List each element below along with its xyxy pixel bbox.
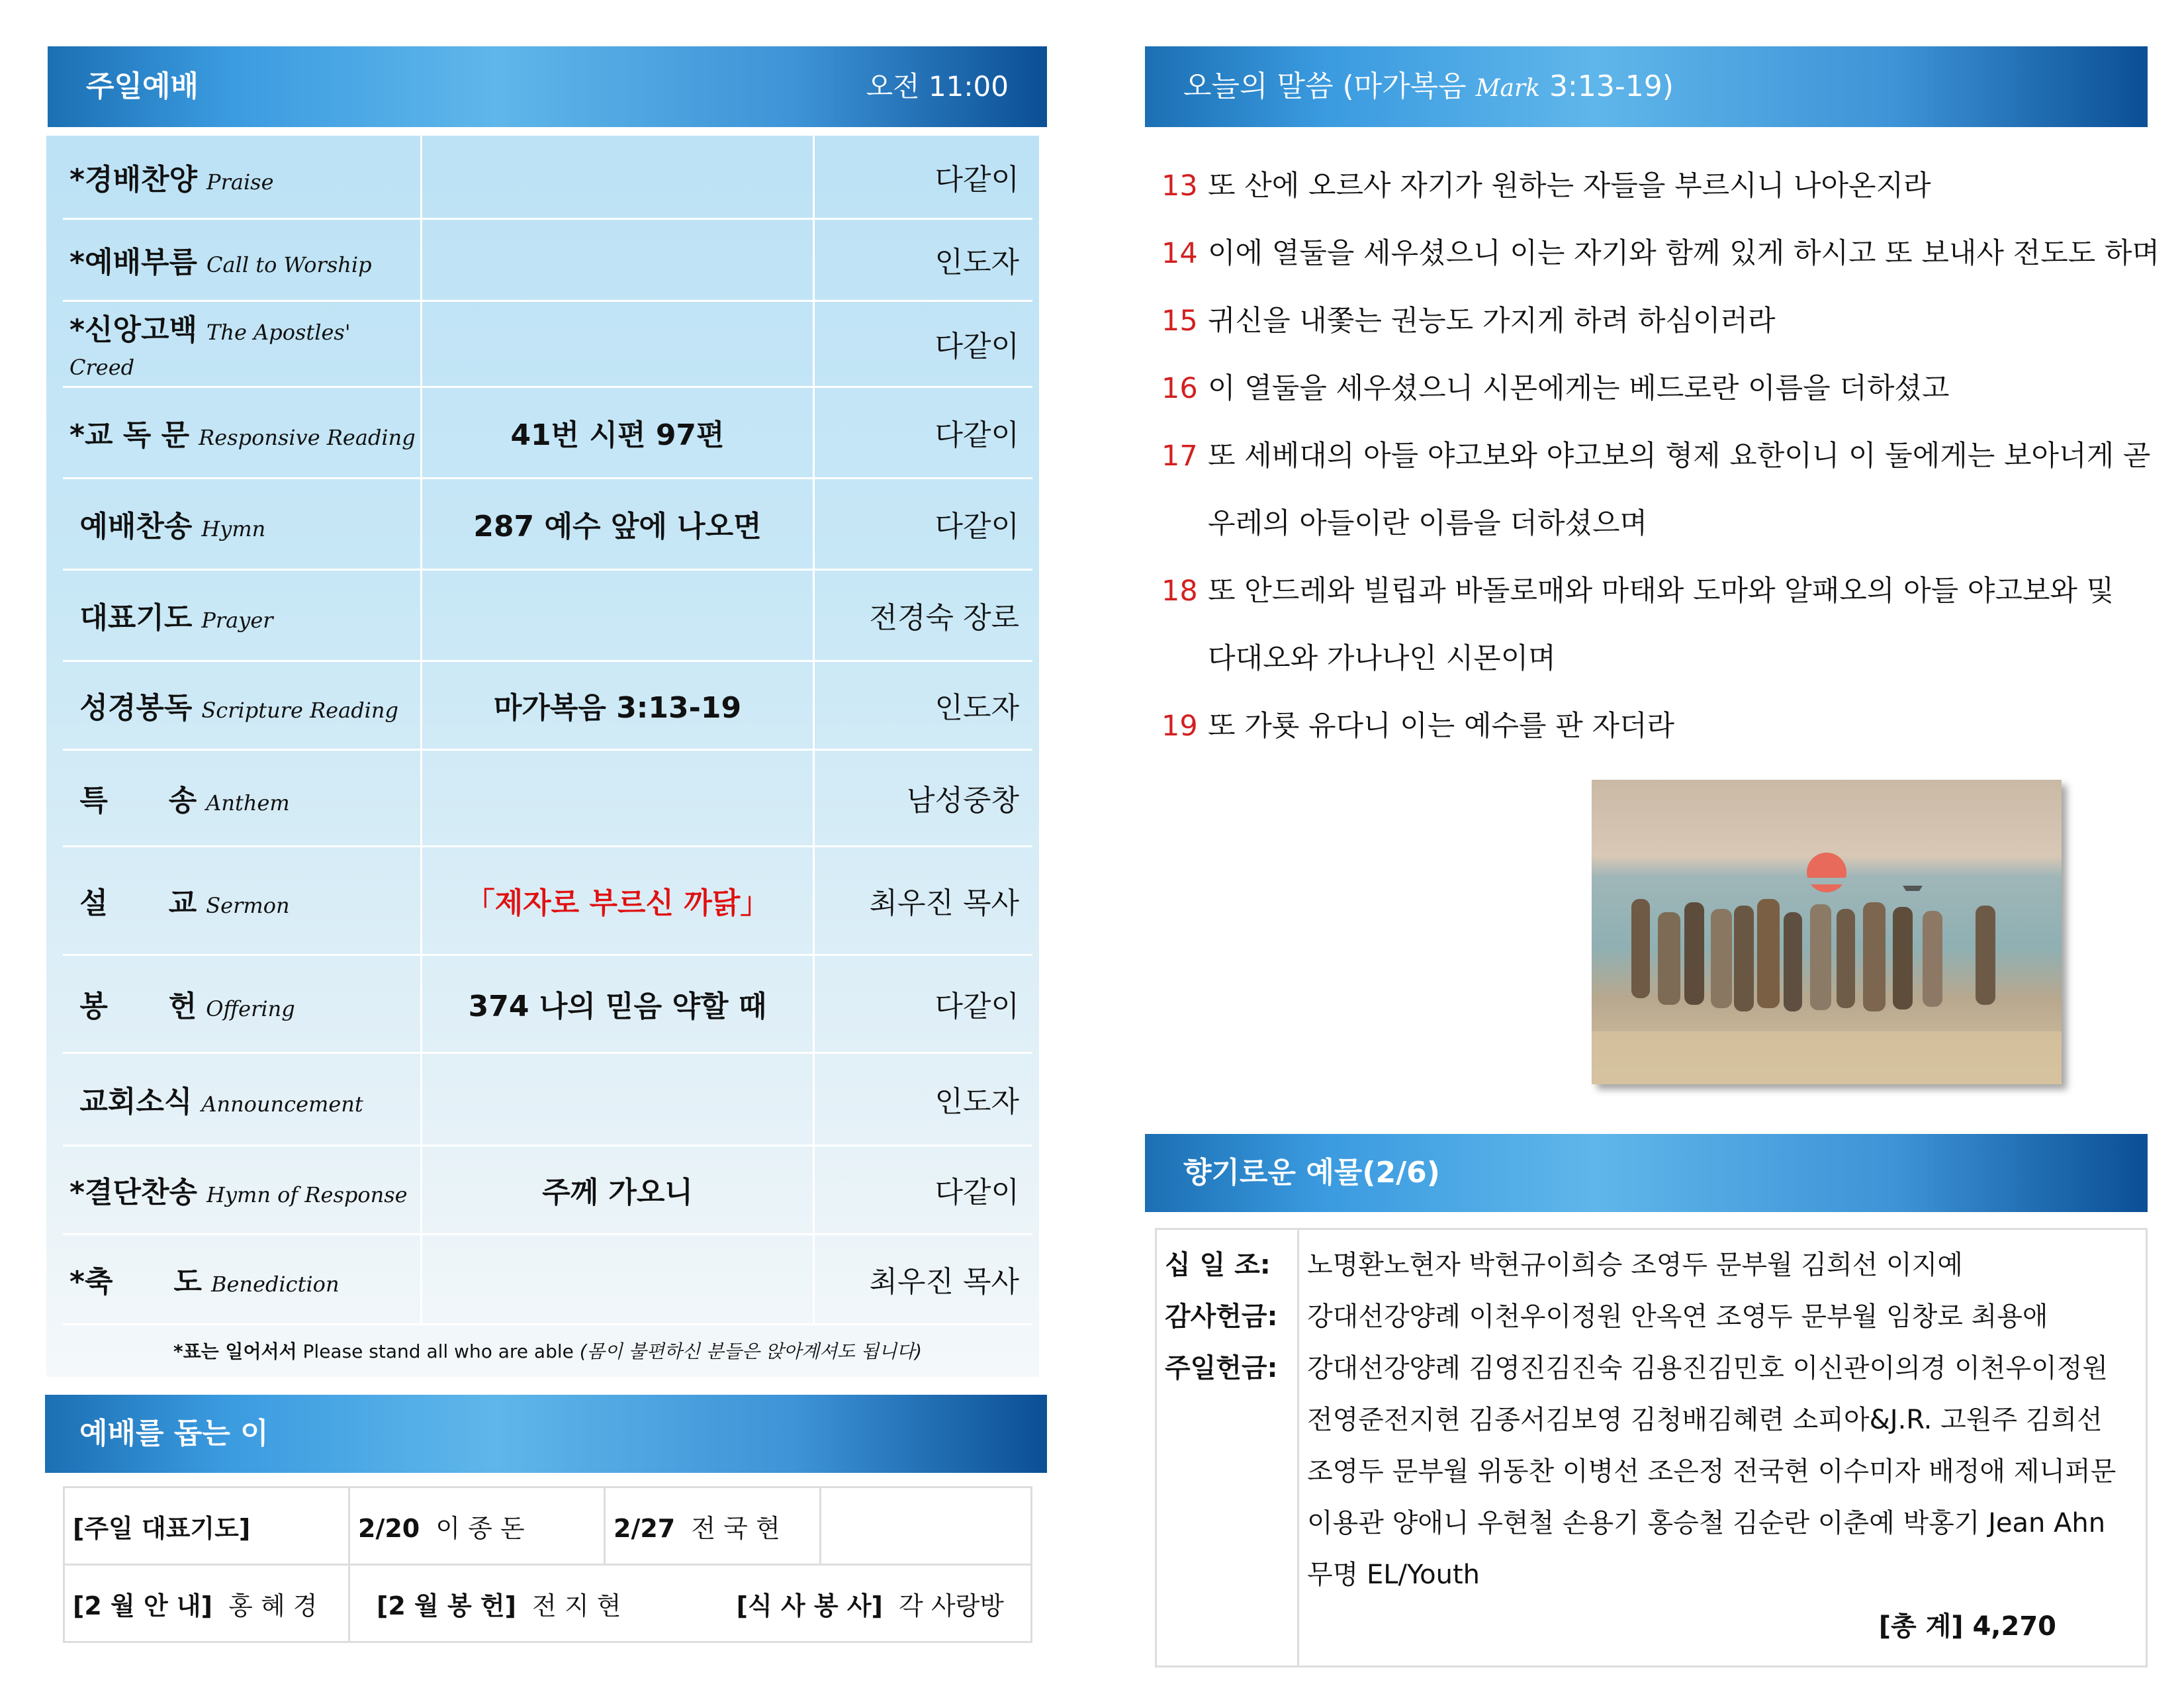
offering-helper-name: 전 지 현: [532, 1591, 621, 1620]
order-item-ko: 교회소식: [69, 1085, 193, 1119]
order-item-en: Sermon: [206, 893, 290, 918]
verse-number: 15: [1161, 305, 1198, 338]
verse-text: 귀신을 내쫓는 권능도 가지게 하려 하심이러라: [1208, 305, 1776, 338]
order-row: [63, 661, 1032, 749]
prayer-name-1: 이 종 돈: [435, 1513, 525, 1543]
order-item-cell: [63, 136, 422, 218]
offerings-title: 향기로운 예물(2/6): [1183, 1156, 1440, 1190]
order-item-en: Praise: [206, 169, 274, 195]
order-item-ko: *신앙고백: [69, 312, 198, 347]
verse-line: [1161, 692, 2148, 760]
order-item-en: Scripture Reading: [201, 698, 398, 723]
order-item-cell: [63, 387, 422, 478]
service-cell: [349, 1565, 1032, 1642]
prayer-date-1: 2/20: [358, 1513, 420, 1543]
order-row: [63, 387, 1032, 478]
sunday-names-line: 전영준전지현 김종서김보영 김청배김혜련 소피아&J.R. 고원주 김희선: [1307, 1405, 2103, 1435]
order-leader: 최우진 목사: [814, 846, 1033, 955]
prayer-date1-cell: [349, 1487, 605, 1565]
meal-service-label: [식 사 봉 사]: [736, 1591, 883, 1620]
verse-line: [1161, 152, 2148, 220]
order-item-en: Responsive Reading: [199, 425, 416, 450]
order-row: [63, 301, 1032, 387]
order-item-cell: [63, 661, 422, 749]
scripture-title-ref: 3:13-19): [1549, 70, 1674, 103]
offering-labels: [1156, 1229, 1298, 1667]
verse-number: 16: [1161, 372, 1198, 405]
order-leader: 다같이: [814, 387, 1033, 478]
verse-text: 다대오와 가나나인 시몬이며: [1208, 642, 1556, 675]
sunday-names-line: 강대선강양례 김영진김진숙 김용진김민호 이신관이의경 이천우이정원: [1307, 1353, 2109, 1383]
order-item-ko: *교 독 문: [69, 418, 190, 452]
order-item-cell: [63, 846, 422, 955]
order-item-cell: [63, 478, 422, 569]
thanks-names: 강대선강양례 이천우이정원 안옥연 조영두 문부월 임창로 최용애: [1307, 1301, 2048, 1332]
thanks-label: 감사헌금:: [1165, 1301, 1278, 1332]
order-detail: 41번 시편 97편: [422, 387, 814, 478]
empty-cell: [821, 1487, 1032, 1565]
footnote-en: Please stand all who are able: [302, 1340, 574, 1362]
verse-text: 우레의 아들이란 이름을 더하셨으며: [1208, 507, 1648, 540]
verse-line: [1161, 287, 2148, 355]
order-item-ko: *결단찬송: [69, 1176, 198, 1209]
prayer-date-2: 2/27: [614, 1513, 676, 1543]
order-item-en: Hymn: [201, 516, 266, 541]
usher-cell: [64, 1565, 349, 1642]
order-leader: 다같이: [814, 301, 1033, 387]
tithe-names: 노명환노현자 박현규이희승 조영두 문부월 김희선 이지예: [1307, 1250, 1963, 1280]
usher-label: [2 월 안 내]: [73, 1591, 212, 1620]
total-label: [총 계]: [1878, 1611, 1964, 1642]
verse-text: 또 안드레와 빌립과 바돌로매와 마태와 도마와 알패오의 아들 야고보와 및: [1208, 575, 2115, 608]
order-leader: 다같이: [814, 955, 1033, 1053]
sunday-names-line: 조영두 문부월 위동찬 이병선 조은정 전국현 이수미자 배정애 제니퍼문: [1307, 1456, 2116, 1487]
order-detail: [422, 1234, 814, 1324]
verse-line: [1161, 422, 2151, 490]
scripture-title: [1183, 46, 1674, 129]
verse-text: 또 세베대의 아들 야고보와 야고보의 형제 요한이니 이 둘에게는 보아너게 곧: [1208, 440, 2151, 473]
order-detail: 「제자로 부르신 까닭」: [422, 846, 814, 955]
order-item-cell: [63, 301, 422, 387]
footnote-ko: (몸이 불편하신 분들은 앉아계셔도 됩니다): [579, 1340, 923, 1362]
disciples-at-seashore-painting-icon: [1592, 780, 2062, 1084]
order-item-ko: 봉 헌: [69, 990, 197, 1023]
order-item-ko: 성경봉독: [69, 691, 193, 725]
order-detail: [422, 301, 814, 387]
offering-names: [1298, 1229, 2147, 1667]
verse-line: [1161, 490, 2148, 557]
order-leader: 남성중창: [814, 749, 1033, 846]
order-item-ko: *예배부름: [69, 246, 198, 279]
order-item-en: Call to Worship: [206, 252, 372, 277]
order-row: [63, 1234, 1032, 1324]
order-row: [63, 218, 1032, 301]
order-leader: 다같이: [814, 1145, 1033, 1234]
order-detail: [422, 136, 814, 218]
offering-helper-label: [2 월 봉 헌]: [377, 1591, 516, 1620]
order-item-cell: [63, 1234, 422, 1324]
verse-line: [1161, 557, 2148, 625]
helpers-row: [64, 1565, 1032, 1642]
order-leader: 전경숙 장로: [814, 569, 1033, 661]
order-item-ko: *경배찬양: [69, 162, 198, 197]
offerings-table: [1155, 1228, 2148, 1667]
offering-total: [1307, 1601, 2146, 1652]
sunday-names: [1307, 1342, 2146, 1601]
worship-time: 오전 11:00: [866, 70, 1009, 103]
order-item-cell: [63, 749, 422, 846]
order-item-en: Anthem: [206, 790, 290, 816]
helpers-title: 예배를 돕는 이: [79, 1417, 269, 1450]
order-item-en: Offering: [206, 996, 295, 1021]
footnote-bold: *표는 일어서서: [173, 1340, 297, 1362]
verse-number: 17: [1161, 440, 1198, 473]
verse-number: 14: [1161, 237, 1198, 270]
order-item-cell: [63, 1053, 422, 1145]
order-item-ko: *축 도: [69, 1265, 202, 1299]
meal-service-value: 각 사랑방: [899, 1591, 1005, 1620]
order-row: [63, 136, 1032, 218]
order-leader: 최우진 목사: [814, 1234, 1033, 1324]
painting-svg: [1592, 780, 2062, 1084]
order-leader: 다같이: [814, 136, 1033, 218]
helpers-banner: [45, 1395, 1047, 1473]
scripture-verses: [1161, 152, 2160, 760]
offerings-row: [1156, 1229, 2147, 1667]
verse-text: 이 열둘을 세우셨으니 시몬에게는 베드로란 이름을 더하셨고: [1208, 372, 1950, 405]
verse-number: 13: [1161, 169, 1198, 203]
verse-line: [1161, 625, 2148, 692]
scripture-title-en: Mark: [1475, 75, 1541, 102]
scripture-banner: [1145, 46, 2148, 127]
worship-title: 주일예배: [86, 70, 199, 103]
verse-line: [1161, 220, 2160, 287]
order-leader: 인도자: [814, 218, 1033, 301]
worship-banner: [48, 46, 1047, 127]
order-row: [63, 846, 1032, 955]
standing-footnote: [63, 1337, 1032, 1364]
helpers-table: [63, 1486, 1032, 1643]
order-row: [63, 1053, 1032, 1145]
order-leader: 인도자: [814, 661, 1033, 749]
sunday-names-line: 무명 EL/Youth: [1307, 1560, 1480, 1590]
order-row: [63, 569, 1032, 661]
verse-text: 또 가룟 유다니 이는 예수를 판 자더라: [1208, 710, 1675, 743]
usher-name: 홍 혜 경: [228, 1591, 318, 1620]
order-item-en: Announcement: [201, 1092, 363, 1117]
order-leader: 다같이: [814, 478, 1033, 569]
order-item-en: Benediction: [210, 1272, 340, 1297]
order-detail: 374 나의 믿음 약할 때: [422, 955, 814, 1053]
verse-number: 18: [1161, 575, 1198, 608]
order-detail: [422, 218, 814, 301]
order-detail: 마가복음 3:13-19: [422, 661, 814, 749]
order-item-en: Prayer: [201, 608, 273, 633]
sunday-names-line: 이용관 양애니 우현철 손용기 홍승철 김순란 이춘예 박홍기 Jean Ahn: [1307, 1508, 2106, 1538]
order-item-en: The Apostles' Creed: [69, 319, 351, 380]
prayer-label-cell: [64, 1487, 349, 1565]
order-item-ko: 예배찬송: [69, 510, 193, 543]
order-detail: 287 예수 앞에 나오면: [422, 478, 814, 569]
prayer-date2-cell: [605, 1487, 821, 1565]
order-leader: 인도자: [814, 1053, 1033, 1145]
offerings-banner: [1145, 1134, 2148, 1212]
order-detail: [422, 1053, 814, 1145]
order-of-worship-table: [63, 136, 1032, 1325]
verse-number: 19: [1161, 710, 1198, 743]
order-row: [63, 955, 1032, 1053]
order-detail: [422, 569, 814, 661]
order-item-cell: [63, 1145, 422, 1234]
sunday-label: 주일헌금:: [1165, 1353, 1278, 1383]
total-value: 4,270: [1972, 1611, 2056, 1642]
order-row: [63, 1145, 1032, 1234]
verse-text: 이에 열둘을 세우셨으니 이는 자기와 함께 있게 하시고 또 보내사 전도도 하며: [1208, 237, 2160, 270]
tithe-label: 십 일 조:: [1165, 1250, 1271, 1280]
order-item-cell: [63, 569, 422, 661]
verse-line: [1161, 355, 2148, 422]
order-item-cell: [63, 218, 422, 301]
order-detail: [422, 749, 814, 846]
order-item-cell: [63, 955, 422, 1053]
order-item-ko: 대표기도: [69, 601, 193, 635]
order-row: [63, 478, 1032, 569]
scripture-title-ko: 오늘의 말씀 (마가복음: [1183, 70, 1467, 103]
prayer-name-2: 전 국 현: [691, 1513, 780, 1543]
order-item-ko: 설 교: [69, 886, 197, 920]
prayer-label: [주일 대표기도]: [73, 1513, 251, 1543]
order-detail: 주께 가오니: [422, 1145, 814, 1234]
order-item-en: Hymn of Response: [206, 1182, 408, 1207]
verse-text: 또 산에 오르사 자기가 원하는 자들을 부르시니 나아온지라: [1208, 169, 1931, 203]
order-row: [63, 749, 1032, 846]
order-item-ko: 특 송: [69, 784, 197, 818]
helpers-row: [64, 1487, 1032, 1565]
